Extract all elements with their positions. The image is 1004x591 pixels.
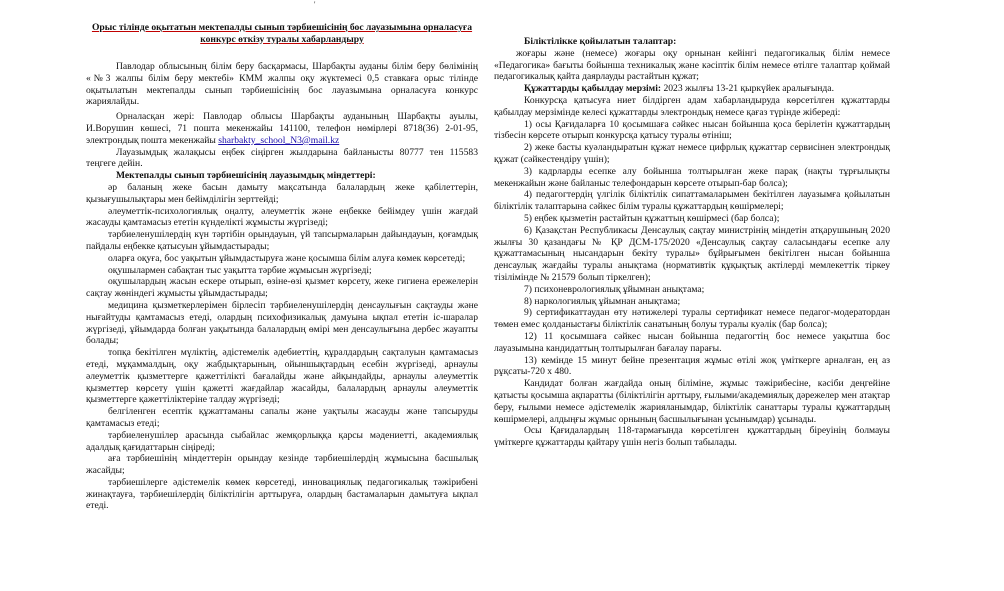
salary-paragraph: Лауазымдық жалақысы еңбек сіңірген жылдарына байланысты 80777 тен 115583 теңгеге дейін. [86, 146, 478, 170]
document-item: 9) сертификаттаудан өту нәтижелері туралы сертификат немесе педагог-модератордан төмен емес қолданыстағы біліктілік санатының болуы туралы куәлік (бар болса); [494, 307, 890, 331]
duty-item: тәрбиеленушілердің күн тәртібін орындауын, үй тапсырмаларын дайындауын, қоғамдық пайдалы еңбекке қатысуын ұйымдастырады; [86, 229, 478, 252]
duty-item: тәрбиеленушілер арасында сыбайлас жемқорлыққа қарсы мәдениетті, академиялық адалдық қағидаттарын сіңіреді; [86, 429, 478, 453]
extra-info-paragraph: Кандидат болған жағдайда оның біліміне, жұмыс тәжірибесіне, кәсіби деңгейіне қатысты қосымша ақпаратты (біліктілігін арттыру, ғылыми/академиялық дәрежелер мен атақтар беру, ғылыми немесе әдістемелік жарияланымдар, біліктілік санаттары туралы құжаттардың көшірмелері, алдыңғы жұмыс орнының басшылығынан ұсынымдар) ұсынады. [494, 378, 890, 425]
duty-item: оқушылармен сабақтан тыс уақытта тәрбие жұмысын жүргізеді; [108, 264, 372, 276]
address-text: Орналасқан жері: Павлодар облысы Шарбақты ауданының Шарбақты ауылы, И.Ворушин көшесі, 71 пошта мекенжайы 141100, телефон нөмірлері 8718(36) 2-01-95, электрондық пошта мекенжайы [86, 111, 478, 146]
document-item: 4) педагогтердің үлгілік біліктілік сипаттамаларымен бекітілген лауазымға қойылатын біліктілік талаптарына сәйкес білім туралы құжаттардың көшірмелері; [494, 189, 890, 213]
documents-list [494, 119, 890, 379]
document-item: 6) Қазақстан Республикасы Денсаулық сақтау министрінің міндетін атқарушының 2020 жылғы 30 қазандағы № ҚР ДСМ-175/2020 «Денсаулық сақтау саласындағы есепке алу құжаттамасының нысандарын бекіту туралы» бұйрығымен бекітілген нысан бойынша денсаулық жағдайы туралы анықтама (нормативтік құқықтық актілерді мемлекеттік тіркеу тізілімінде № 21579 болып тіркелген); [494, 224, 890, 283]
duty-item: белгіленген есептік құжаттаманы сапалы және уақтылы жасауды және тапсыруды қамтамасыз етеді; [86, 406, 478, 429]
duty-item: аға тәрбиешінің міндеттерін орындау кезінде тәрбиешілердің жұмысына басшылық жасайды; [86, 453, 478, 477]
deadline-paragraph [494, 83, 890, 95]
deadline-value: 2023 жылғы 13-21 қыркүйек аралығында. [661, 83, 834, 95]
document-item: 5) еңбек қызметін растайтын құжаттың көшірмесі (бар болса); [524, 212, 780, 224]
document-item: 1) осы Қағидаларға 10 қосымшаға сәйкес нысан бойынша қоса берілетін құжаттардың тізбесін көрсете отырып конкурсқа қатысу туралы өтініш; [494, 118, 890, 142]
final-note-paragraph: Осы Қағидалардың 118-тармағында көрсетілген құжаттардың біреуінің болмауы үміткерге құжаттарды қайтару үшін негіз болып табылады. [494, 425, 890, 449]
document-item: 13) кемінде 15 минут бейне презентация жұмыс өтілі жоқ үміткерге арналған, ең аз рұқсаты-720 х 480. [494, 354, 890, 378]
duty-item: тәрбиешілерге әдістемелік көмек көрсетеді, инновациялық педагогикалық тәжірибені жинақтауға, тәрбиешілердің біліктілігін арттыруға, олардың бастамаларын дамытуға ықпал етеді. [86, 476, 478, 512]
document-item: 12) 11 қосымшаға сәйкес нысан бойынша педагогтің бос немесе уақытша бос лауазымына кандидаттың толтырылған бағалау парағы. [494, 330, 890, 354]
deadline-label: Құжаттарды қабылдау мерзімі: [524, 83, 662, 95]
email-link[interactable]: sharbakty_school_N3@mail.kz [218, 134, 340, 146]
document-item: 2) жеке басты куәландыратын құжат немесе цифрлық құжаттар сервисінен электрондық құжат (сәйкестендіру үшін); [494, 142, 890, 165]
duty-item: оларға оқуға, бос уақытын ұйымдастыруға және қосымша білім алуға көмек көрсетеді; [108, 252, 466, 264]
requirements-heading: Біліктілікке қойылатын талаптар: [524, 36, 677, 47]
stray-mark: ' [314, 0, 316, 9]
requirements-text: жоғары және (немесе) жоғары оқу орнынан кейінгі педагогикалық білім немесе «Педагогика» бағыты бойынша техникалық және кәсіптік білім немесе өтілге талаптар қоймай педагогикалық қайта даярлауды растайтын құжат; [494, 47, 890, 83]
left-column [86, 22, 478, 512]
duty-item: оқушылардың жасын ескере отырып, өзіне-өзі қызмет көрсету, жеке гигиена ережелерін сақтау жөніндегі жұмысты ұйымдастырады; [86, 276, 478, 300]
duties-heading: Мектепалды сынып тәрбиешісінің лауазымдық міндеттері: [116, 170, 376, 182]
announcement-title: Орыс тілінде оқытатын мектепалды сынып тәрбиешісінің бос лауазымына орналасуға конкурс өткізу туралы хабарландыру [91, 22, 473, 45]
document-item: 7) психоневрологиялық ұйымнан анықтама; [524, 283, 705, 295]
documents-intro: Конкурсқа қатысуға ниет білдірген адам хабарландыруда көрсетілген құжаттарды қабылдау мерзімінде келесі құжаттарды электрондық немесе қағаз түрінде жібереді: [494, 94, 890, 118]
document-item: 3) кадрларды есепке алу бойынша толтырылған жеке парақ (нақты тұрғылықты мекенжайын және байланыс телефондарын көрсете отырып-бар болса); [494, 165, 890, 189]
intro-paragraph: Павлодар облысының білім беру басқармасы, Шарбақты ауданы білім беру бөлімінің «№3 жалпы білім беру мектебі» КММ жалпы оқу жүктемесі 0,5 ставкаға орыс тілінде оқытылатын мектепалды сынып тәрбиешісінің бос лауазымына орналасуға конкурс жариялайды. [86, 61, 478, 108]
right-column [494, 36, 890, 449]
document-item: 8) наркологиялық ұйымнан анықтама; [524, 295, 681, 307]
address-paragraph [86, 111, 478, 146]
duty-item: топқа бекітілген мүліктің, әдістемелік әдебиеттің, құралдардың сақталуын қамтамасыз етеді, мұқаммалдың, оқу жабдықтарының, ойыншықтардың есебін жүргізеді, арнаулы әлеуметтік қызметтерге қажеттілікті бағалайды және айқындайды, арнаулы әлеуметтік қызметтер көрсету үшін қажетті жағдайлар жасайды, балалардың арнаулы әлеуметтік қызметтерге қажеттіліктеріне талдау жүргізеді; [86, 347, 478, 406]
duties-list [86, 182, 478, 512]
duty-item: әлеуметтік-психологиялық оңалту, әлеуметтік және еңбекке бейімдеу үшін жағдай жасауды қамтамасыз ететін күнделікті жұмысты жүргізеді; [86, 205, 478, 229]
duty-item: әр баланың жеке басын дамыту мақсатында балалардың жеке қабілеттерін, қызығушылықтары мен бейімділігін зерттейді; [86, 181, 478, 205]
duty-item: медицина қызметкерлерімен бірлесіп тәрбиеленушілердің денсаулығын сақтауды және нығайтуды қамтамасыз етеді, олардың психофизикалық дамуына ықпал ететін іс-шаралар жүргізеді, ұйымдарда болған уақытында балалардың өмірі мен денсаулығына дербес жауапты болады; [86, 299, 478, 347]
